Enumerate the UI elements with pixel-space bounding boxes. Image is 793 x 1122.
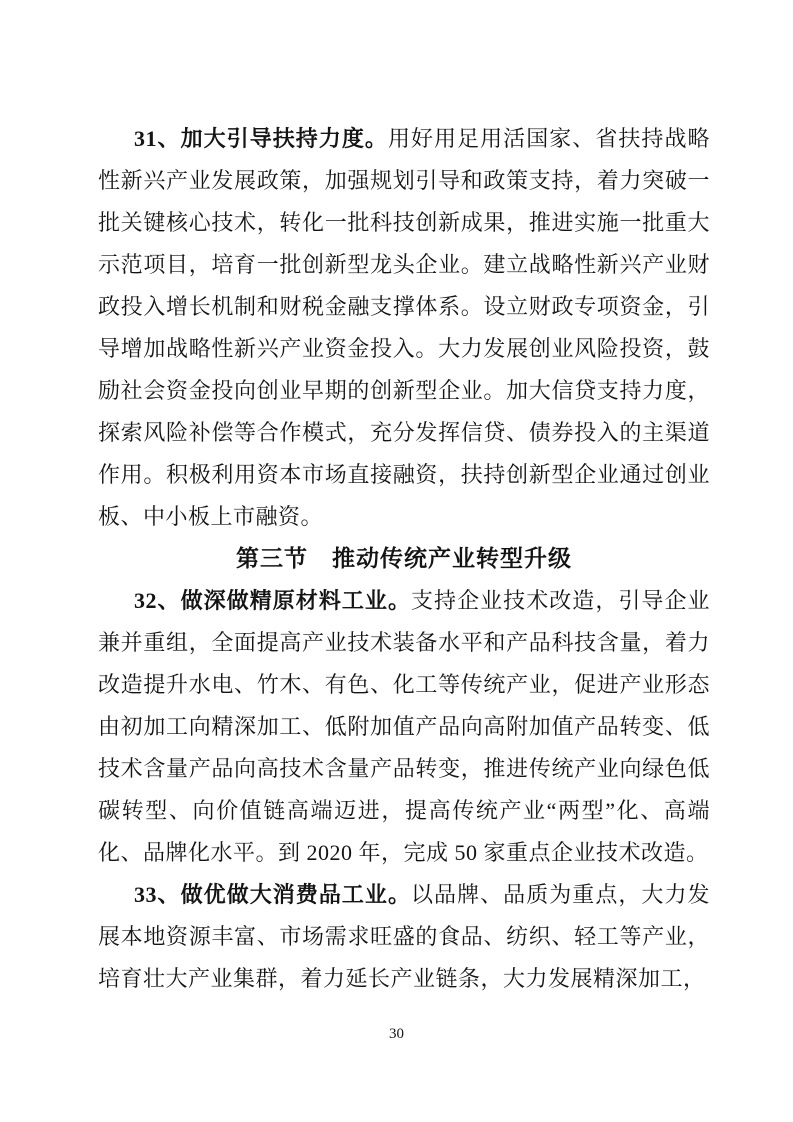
paragraph-31-text: 用好用足用活国家、省扶持战略性新兴产业发展政策，加强规划引导和政策支持，着力突破一批关键核心技术，转化一批科技创新成果，推进实施一批重大示范项目，培育一批创新型龙头企业。建立战略性新兴产业财政投入增长机制和财税金融支撑体系。设立财政专项资金，引导增加战略性新兴产业资金投入。大力发展创业风险投资，鼓励社会资金投向创业早期的创新型企业。加大信贷支持力度，探索风险补偿等合作模式，充分发挥信贷、债券投入的主渠道作用。积极利用资本市场直接融资，扶持创新型企业通过创业板、中小板上市融资。 [98,126,710,529]
section-3-heading: 第三节 推动传统产业转型升级 [236,546,572,571]
paragraph-32-lead: 32、做深做精原材料工业。 [134,588,411,613]
document-body [98,118,710,1000]
page-number: 30 [389,1026,404,1042]
paragraph-33 [98,874,710,1000]
paragraph-31-lead: 31、加大引导扶持力度。 [134,126,388,151]
paragraph-32-text: 支持企业技术改造，引导企业兼并重组，全面提高产业技术装备水平和产品科技含量，着力改造提升水电、竹木、有色、化工等传统产业，促进产业形态由初加工向精深加工、低附加值产品向高附加值产品转变、低技术含量产品向高技术含量产品转变，推进传统产业向绿色低碳转型、向价值链高端迈进，提高传统产业“两型”化、高端化、品牌化水平。到 2020 年，完成 50 家重点企业技术改造。 [98,588,710,865]
paragraph-31 [98,118,710,538]
paragraph-33-text: 以品牌、品质为重点，大力发展本地资源丰富、市场需求旺盛的食品、纺织、轻工等产业，培育壮大产业集群，着力延长产业链条，大力发展精深加工， [98,882,710,991]
paragraph-32 [98,580,710,874]
paragraph-33-lead: 33、做优做大消费品工业。 [134,882,411,907]
